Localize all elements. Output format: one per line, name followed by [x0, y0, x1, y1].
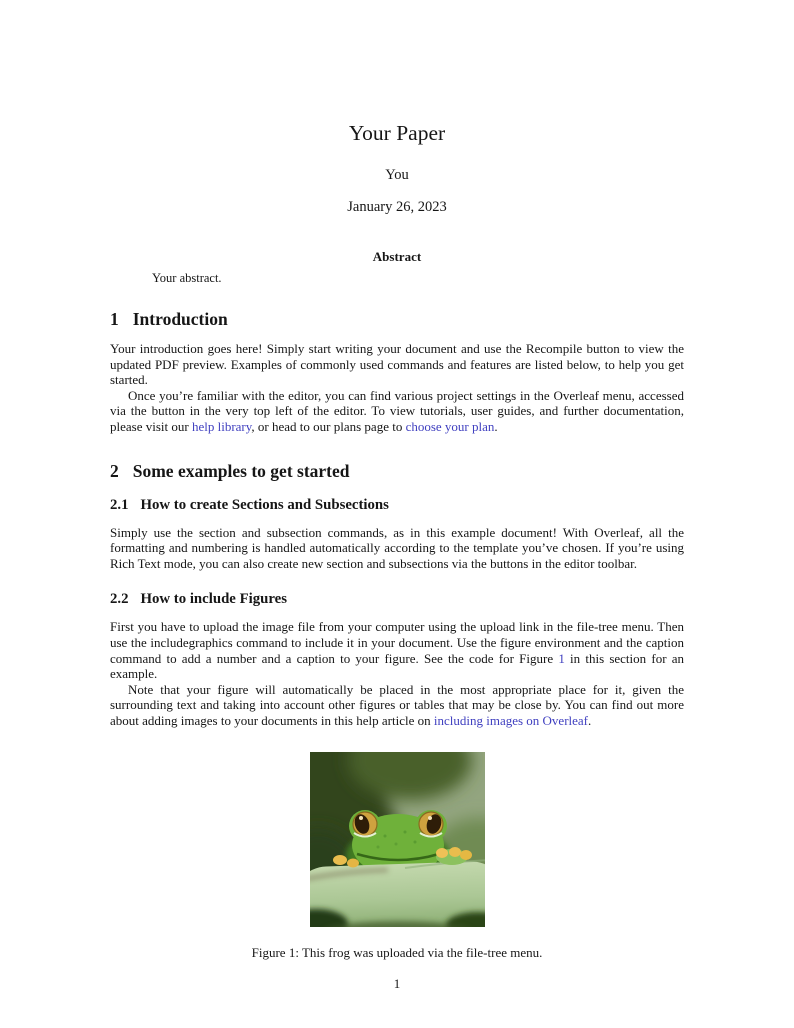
subsection-2-2-title: How to include Figures [140, 591, 287, 608]
subsection-2-2-number: 2.2 [110, 591, 129, 608]
figures-p1-text-1: First you have to upload the image file from your computer using the upload link in the file-tree menu. Then use the includegraphics command to include it in your document. Use the figure environment and the caption command to add a number and a caption to your figure. See the code for Figure [110, 619, 684, 666]
section-1-number: 1 [110, 309, 119, 329]
help-library-link[interactable]: help library [191, 418, 252, 434]
figures-p1-text-2: in this section for an example. [110, 650, 685, 682]
frog-photo-scene [310, 752, 485, 927]
section-2-heading [110, 461, 684, 482]
intro-p2-text-3: . [494, 418, 498, 434]
figures-paragraph-1 [110, 619, 684, 681]
intro-p2-text-2: , or head to our plans page to [251, 418, 406, 434]
subsection-2-1-heading [110, 497, 684, 514]
figure-1-caption: Figure 1: This frog was uploaded via the file-tree menu. [251, 944, 543, 960]
abstract-text: Your abstract. [152, 271, 222, 285]
intro-paragraph-2 [110, 388, 684, 435]
figure-1-reference-link[interactable]: 1 [558, 650, 565, 666]
figures-paragraph-2 [110, 682, 684, 729]
paper-author: You [385, 167, 409, 183]
figure-1 [110, 752, 684, 961]
subsection-2-1-number: 2.1 [110, 496, 129, 513]
figures-p2-text-2: . [588, 712, 592, 728]
paper-title: Your Paper [348, 121, 446, 145]
section-1-heading [110, 309, 684, 330]
page-number: 1 [393, 976, 401, 991]
section-2-number: 2 [110, 460, 119, 481]
choose-your-plan-link[interactable]: choose your plan [405, 418, 495, 434]
subsection-2-2-heading [110, 591, 684, 608]
subsection-2-1-title: How to create Sections and Subsections [140, 496, 389, 513]
section-2-title: Some examples to get started [132, 460, 350, 481]
including-images-link[interactable]: including images on Overleaf [433, 712, 589, 728]
paper-date: January 26, 2023 [347, 199, 447, 215]
section-1-title: Introduction [132, 309, 228, 329]
intro-p2-text-1: Once you’re familiar with the editor, you can find various project settings in the Overleaf menu, accessed via the button in the very top left of the editor. To view tutorials, user guides, and further documentation, please visit our [110, 387, 684, 434]
abstract-heading: Abstract [372, 249, 422, 264]
frog-photo [310, 752, 485, 927]
sections-paragraph: Simply use the section and subsection commands, as in this example document! With Overleaf, all the formatting and numbering is handled automatically according to the template you’ve chosen. If you’re using Rich Text mode, you can also create new section and subsections via the buttons in the editor toolbar. [110, 524, 684, 571]
figures-p2-text-1: Note that your figure will automatically be placed in the most appropriate place for it, given the surrounding text and taking into account other figures or tables that may be close by. You can find out more about adding images to your documents in this help article on [110, 681, 684, 728]
intro-paragraph-1: Your introduction goes here! Simply start writing your document and use the Recompile button to view the updated PDF preview. Examples of commonly used commands and features are listed below, to help you get started. [110, 341, 684, 388]
